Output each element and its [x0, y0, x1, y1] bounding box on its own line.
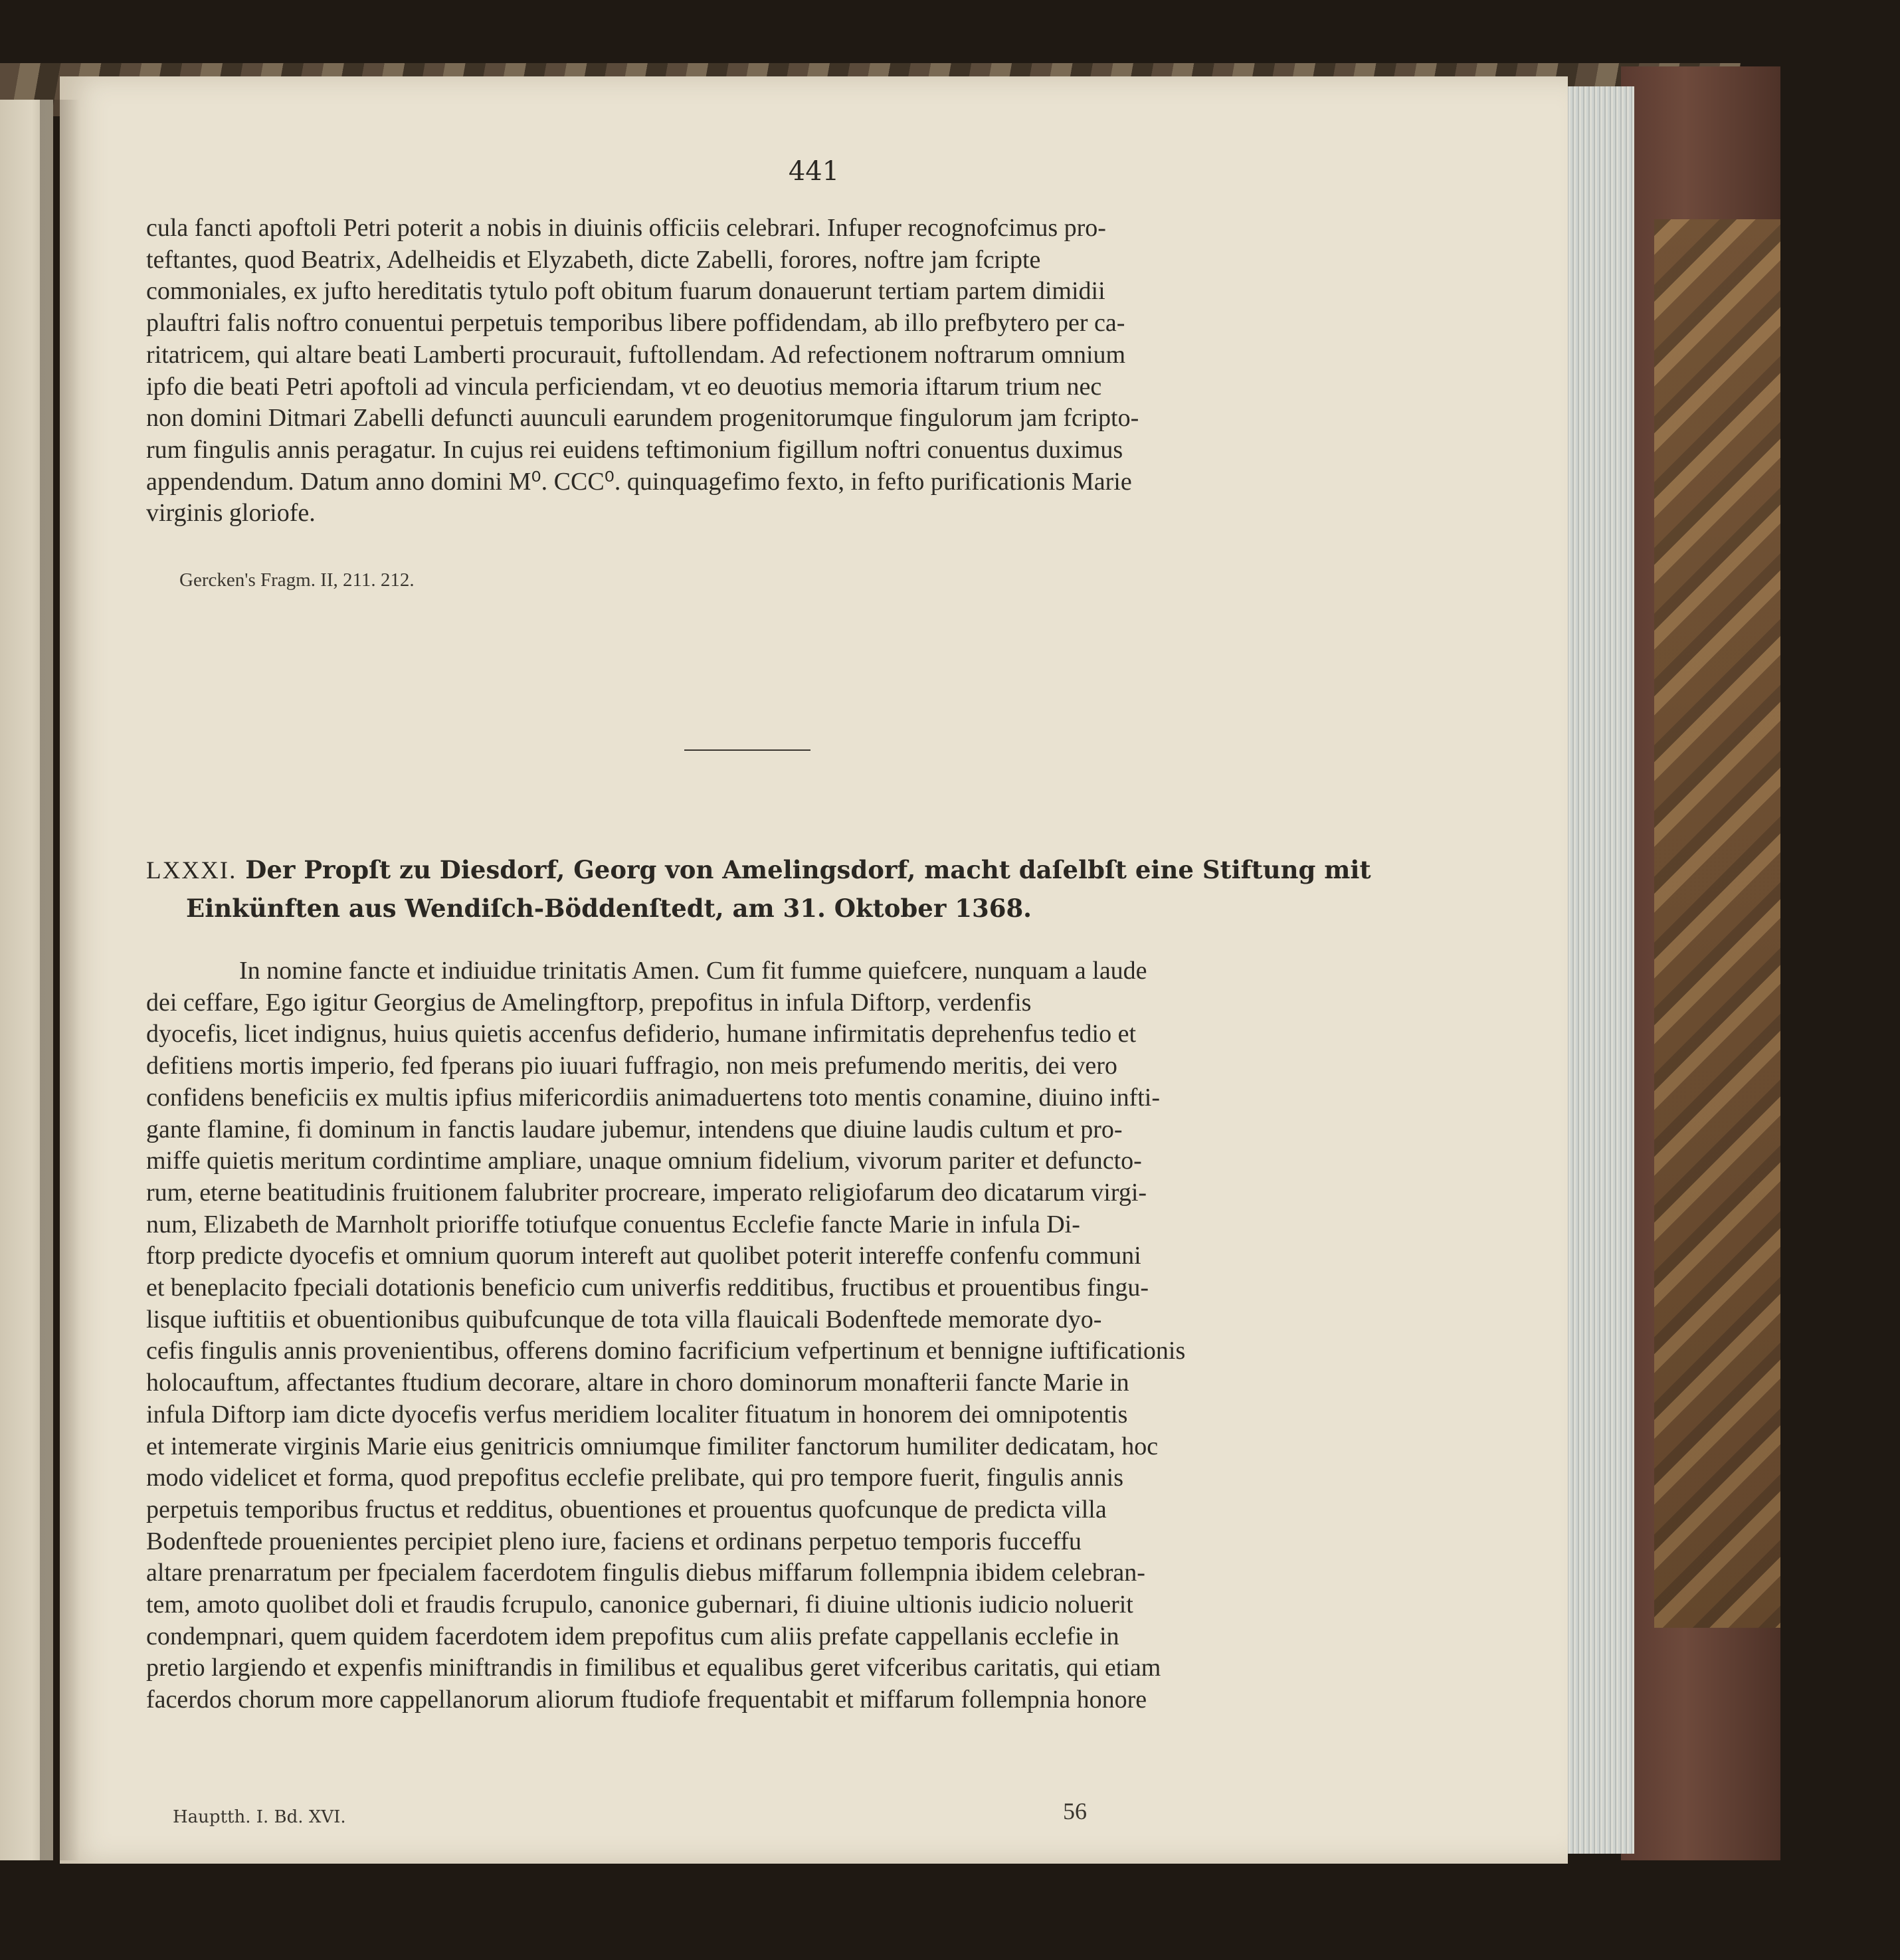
- page-number: 441: [788, 156, 840, 187]
- text-line: modo videlicet et forma, quod prepofitus ecclefie prelibate, qui pro tempore fuerit, fingulis annis: [146, 1464, 1123, 1492]
- text-line: In nomine fancte et indiuidue trinitatis Amen. Cum fit fumme quiefcere, nunquam a laude: [239, 957, 1147, 985]
- text-line: et intemerate virginis Marie eius genitricis omniumque fimiliter fanctorum humiliter dedicatam, hoc: [146, 1432, 1159, 1460]
- heading-line-2: Einkünften aus Wendiſch-Böddenſtedt, am 31. Oktober 1368.: [186, 894, 1032, 923]
- text-line: rum, eterne beatitudinis fruitionem falubriter procreare, imperato religiofarum deo dicatarum virgi-: [146, 1178, 1147, 1207]
- text-line: virginis gloriofe.: [146, 499, 316, 528]
- text-line: perpetuis temporibus fructus et redditus, obuentiones et prouentus quofcunque de predicta villa: [146, 1495, 1107, 1523]
- source-citation: Gercken's Fragm. II, 211. 212.: [179, 569, 415, 591]
- heading-number: LXXXI.: [146, 857, 237, 884]
- text-line: ritatricem, qui altare beati Lamberti procurauit, fuftollendam. Ad refectionem noftrarum omnium: [146, 340, 1126, 369]
- text-line: condempnari, quem quidem facerdotem idem prepofitus cum aliis prefate cappellanis ecclefie in: [146, 1622, 1119, 1650]
- text-line: pretio largiendo et expenfis miniftrandis in fimilibus et equalibus geret vifceribus caritatis, qui etiam: [146, 1654, 1161, 1682]
- text-line: cula fancti apoftoli Petri poterit a nobis in diuinis officiis celebrari. Infuper recognofcimus pro-: [146, 214, 1106, 242]
- text-line: ftorp predicte dyocefis et omnium quorum intereft aut quolibet poterit intereffe confenfu communi: [146, 1242, 1141, 1270]
- text-line: plauftri falis noftro conuentui perpetuis temporibus libere poffidendam, ab illo prefbytero per ca-: [146, 309, 1125, 338]
- heading-line-1: Der Propſt zu Diesdorf, Georg von Amelingsdorf, macht daſelbſt eine Stiftung mit: [245, 855, 1371, 884]
- text-line: commoniales, ex jufto hereditatis tytulo poft obitum fuarum donauerunt tertiam partem dimidii: [146, 277, 1105, 306]
- text-line: num, Elizabeth de Marnholt prioriffe totiufque conuentus Ecclefie fancte Marie in infula Di-: [146, 1210, 1080, 1238]
- text-line: infula Diftorp iam dicte dyocefis verfus meridiem localiter fituatum in honorem dei omnipotentis: [146, 1400, 1128, 1428]
- text-line: gante flamine, fi dominum in fanctis laudare jubemur, intendens que diuine laudis cultum et pro-: [146, 1115, 1123, 1143]
- text-line: tem, amoto quolibet doli et fraudis fcrupulo, canonice gubernari, fi diuine ultionis iudicio noluerit: [146, 1591, 1133, 1619]
- section-heading: [146, 851, 1428, 928]
- text-line: defitiens mortis imperio, fed fperans pio iuuari fuffragio, non meis prefumendo meritis, dei vero: [146, 1052, 1117, 1080]
- spine-shadow: [40, 100, 80, 1860]
- text-line: Bodenftede prouenientes percipiet pleno iure, faciens et ordinans perpetuo temporis fucceffu: [146, 1527, 1082, 1555]
- footer-signature: Hauptth. I. Bd. XVI.: [173, 1807, 346, 1827]
- text-line: rum fingulis annis peragatur. In cujus rei euidens teftimonium figillum noftri conuentus duximus: [146, 435, 1123, 464]
- text-block-upper: [146, 213, 1428, 530]
- book-page: [60, 76, 1568, 1864]
- text-line: et beneplacito fpeciali dotationis beneficio cum univerfis redditibus, fructibus et prouentibus fingu-: [146, 1274, 1149, 1302]
- marbled-board: [1654, 219, 1780, 1628]
- text-line: ipfo die beati Petri apoftoli ad vincula perficiendam, vt eo deuotius memoria iftarum trium nec: [146, 372, 1102, 401]
- text-line: facerdos chorum more cappellanorum aliorum ftudiofe frequentabit et miffarum follempnia honore: [146, 1686, 1147, 1714]
- footer-sheet-number: 56: [1063, 1798, 1087, 1824]
- text-line: altare prenarratum per fpecialem facerdotem fingulis diebus miffarum follempnia ibidem celebran-: [146, 1559, 1145, 1587]
- text-line: miffe quietis meritum cordintime ampliare, unaque omnium fidelium, vivorum pariter et defuncto-: [146, 1147, 1142, 1175]
- text-block-charter: [146, 955, 1428, 1716]
- text-line: confidens beneficiis ex multis ipfius mifericordiis animaduertens toto mentis conamine, diuino infti-: [146, 1083, 1160, 1112]
- section-divider: [684, 749, 810, 751]
- text-line: holocauftum, affectantes ftudium decorare, altare in choro dominorum monafterii fancte Marie in: [146, 1369, 1129, 1397]
- text-line: appendendum. Datum anno domini M⁰. CCC⁰. quinquagefimo fexto, in fefto purificationis Marie: [146, 467, 1132, 496]
- text-line: cefis fingulis annis provenientibus, offerens domino facrificium vefpertinum et bennigne iuftificationis: [146, 1337, 1186, 1365]
- text-line: non domini Ditmari Zabelli defuncti auunculi earundem progenitorumque fingulorum jam fcripto-: [146, 404, 1139, 433]
- text-line: dyocefis, licet indignus, huius quietis accenfus defiderio, humane infirmitatis deprehenfus tedio et: [146, 1020, 1137, 1048]
- text-line: teftantes, quod Beatrix, Adelheidis et Elyzabeth, dicte Zabelli, forores, noftre jam fcripte: [146, 245, 1041, 274]
- text-line: dei ceffare, Ego igitur Georgius de Amelingftorp, prepofitus in infula Diftorp, verdenfis: [146, 988, 1032, 1017]
- text-line: lisque iuftitiis et obuentionibus quibufcunque de tota villa flauicali Bodenftede memorate dyo-: [146, 1305, 1102, 1333]
